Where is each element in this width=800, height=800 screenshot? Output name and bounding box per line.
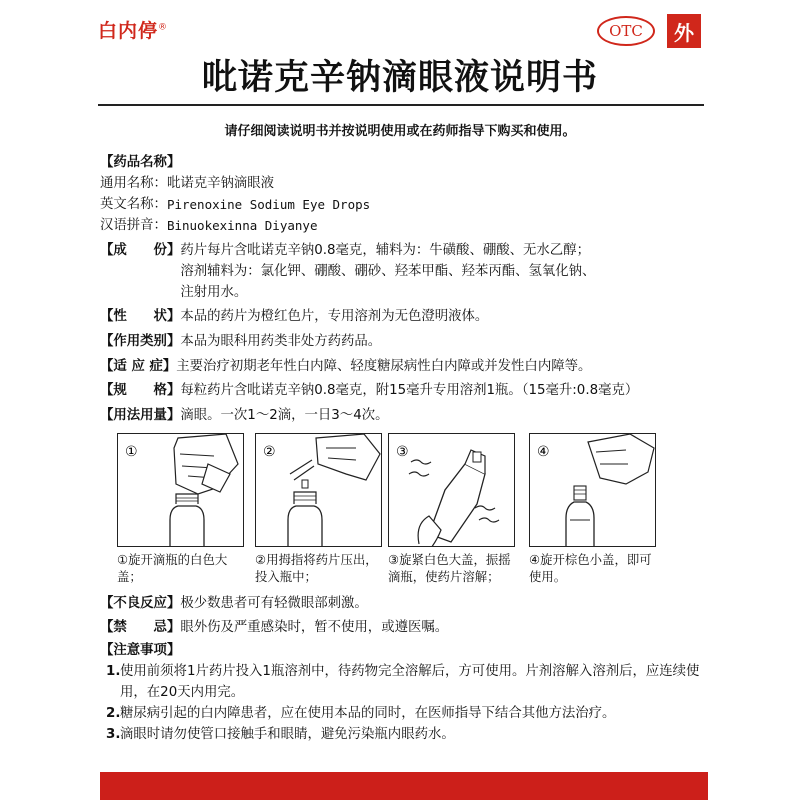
english-name-label: 英文名称：	[100, 197, 167, 212]
character-section	[100, 306, 710, 327]
precaution-number: 3.	[106, 727, 121, 742]
step-3-illustration	[388, 433, 515, 547]
step-1-illustration	[117, 433, 244, 547]
tablet-drop-illustration	[256, 434, 382, 547]
dosage-section	[100, 405, 710, 426]
intro-text: 请仔细阅读说明书并按说明使用或在药师指导下购买和使用。	[224, 124, 576, 139]
character-value: 本品的药片为橙红色片，专用溶剂为无色澄明液体。	[180, 309, 489, 324]
page-title: 吡诺克辛钠滴眼液说明书	[201, 58, 598, 98]
precaution-item	[100, 703, 720, 724]
title-divider	[98, 104, 704, 106]
indications-value: 主要治疗初期老年性白内障、轻度糖尿病性白内障或并发性白内障等。	[176, 359, 592, 374]
step-number: ③	[396, 444, 409, 460]
shake-bottle-illustration	[389, 434, 515, 547]
external-use-badge: 外	[667, 14, 701, 48]
adverse-value: 极少数患者可有轻微眼部刺激。	[180, 596, 368, 611]
dosage-label: 【用法用量】	[100, 408, 181, 423]
adverse-section	[100, 593, 710, 614]
dosage-value: 滴眼。一次1～2滴，一日3～4次。	[180, 408, 389, 423]
precaution-text: 使用前须将1片药片投入1瓶溶剂中，待药物完全溶解后，方可使用。片剂溶解入溶剂后，应连续使用，在20天内用完。	[120, 664, 700, 700]
adverse-label: 【不良反应】	[100, 596, 181, 611]
precaution-text: 滴眼时请勿使管口接触手和眼睛，避免污染瓶内眼药水。	[120, 727, 455, 742]
character-label: 【性 状】	[100, 309, 181, 324]
step-4-illustration	[529, 433, 656, 547]
specification-section	[100, 380, 710, 401]
specification-value: 每粒药片含吡诺克辛钠0.8毫克，附15毫升专用溶剂1瓶。（15毫升:0.8毫克）	[180, 383, 639, 398]
contraindications-label: 【禁 忌】	[100, 620, 181, 635]
category-label: 【作用类别】	[100, 334, 181, 349]
pinyin-value: Binuokexinna Diyanye	[166, 218, 318, 233]
precautions-heading: 【注意事项】	[100, 643, 181, 658]
composition-line-1: 药片每片含吡诺克辛钠0.8毫克，辅料为：牛磺酸、硼酸、无水乙醇；	[180, 243, 590, 258]
registered-mark: ®	[158, 22, 169, 33]
contraindications-section	[100, 617, 710, 638]
step-4-caption: ④旋开棕色小盖，即可使用。	[529, 552, 652, 584]
generic-name-value: 吡诺克辛钠滴眼液	[166, 176, 275, 191]
generic-name-label: 通用名称：	[100, 176, 167, 191]
indications-label: 【适 应 症】	[100, 359, 177, 374]
composition-label: 【成 份】	[100, 243, 181, 258]
otc-badge: OTC	[597, 16, 655, 46]
precaution-item	[100, 724, 720, 745]
step-number: ①	[125, 444, 138, 460]
bottle-cap-illustration	[118, 434, 244, 547]
pinyin-label: 汉语拼音：	[100, 218, 167, 233]
indications-section	[100, 356, 710, 377]
precaution-text: 糖尿病引起的白内障患者，应在使用本品的同时，在医师指导下结合其他方法治疗。	[120, 706, 616, 721]
step-3-caption: ③旋紧白色大盖，振摇滴瓶，使药片溶解；	[388, 552, 511, 584]
brand-logo	[98, 16, 168, 43]
drug-name-section	[100, 152, 710, 236]
footer-red-band	[100, 772, 708, 800]
precaution-number: 2.	[106, 706, 121, 721]
precaution-number: 1.	[106, 664, 121, 679]
step-1-caption: ①旋开滴瓶的白色大盖；	[117, 552, 228, 584]
brown-cap-illustration	[530, 434, 656, 547]
specification-label: 【规 格】	[100, 383, 181, 398]
category-value: 本品为眼科用药类非处方药药品。	[180, 334, 382, 349]
precautions-section	[100, 640, 720, 745]
brand-name: 白内停	[98, 20, 159, 42]
composition-section	[100, 240, 710, 303]
step-number: ②	[263, 444, 276, 460]
step-2-illustration	[255, 433, 382, 547]
category-section	[100, 331, 710, 352]
drug-name-heading: 【药品名称】	[100, 155, 181, 170]
step-2-caption: ②用拇指将药片压出，投入瓶中；	[255, 552, 378, 584]
composition-line-2: 溶剂辅料为：氯化钾、硼酸、硼砂、羟苯甲酯、羟苯丙酯、氢氧化钠、	[180, 264, 596, 279]
composition-line-3: 注射用水。	[180, 285, 248, 300]
step-number: ④	[537, 444, 550, 460]
contraindications-value: 眼外伤及严重感染时，暂不使用，或遵医嘱。	[180, 620, 449, 635]
precaution-item	[100, 661, 720, 703]
english-name-value: Pirenoxine Sodium Eye Drops	[166, 197, 371, 212]
